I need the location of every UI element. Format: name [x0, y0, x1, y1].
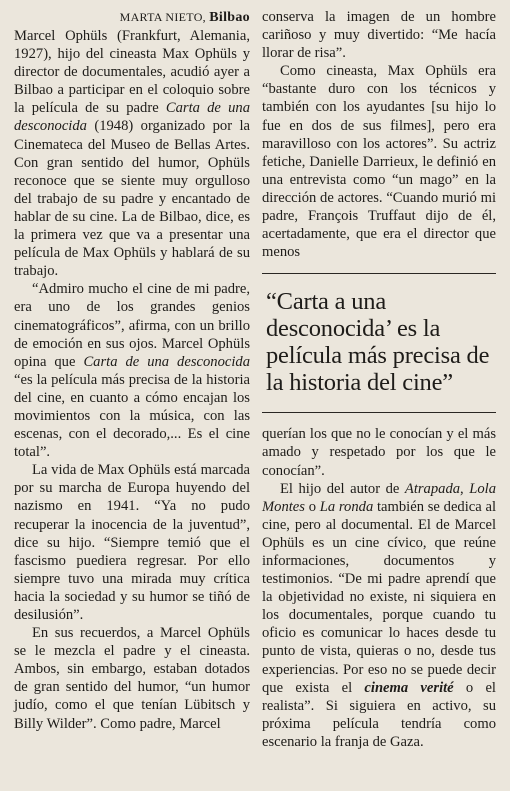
paragraph-exile: La vida de Max Ophüls está marcada por su marcha de Europa huyendo del nazismo en 1941. “Ya no pudo recuperar la inocencia de la juventud”, dice su hijo. “Siempre temió que el fascismo puediera regresar. Por ello siempre tuvo una mirada muy crítica hacia la sociedad y su humor se tiñó de desilusión”. — [14, 462, 250, 623]
byline-city: Bilbao — [209, 10, 250, 25]
byline — [14, 8, 250, 27]
pull-quote: “Carta a una desconocida’ es la película más precisa de la historia del cine” — [262, 273, 496, 413]
film-title: Atrapada — [404, 480, 461, 497]
film-title: Carta de una desconocida — [83, 353, 251, 370]
paragraph-truffaut-end: querían los que no le conocían y el más amado y respetado por los que le conocían”. — [262, 426, 496, 479]
paragraph-continuation: conserva la imagen de un hombre cariñoso y muy divertido: “Me hacía llorar de risa”. — [262, 9, 496, 62]
article-column-right — [262, 8, 496, 751]
film-title: La ronda — [319, 498, 374, 515]
film-title: Lola Montes — [262, 480, 496, 515]
article-column-left — [14, 8, 250, 733]
paragraph-filmmaker: Como cineasta, Max Ophüls era “bastante duro con los técnicos y también con los ayudantes [su hijo lo fue en dos de sus filmes], pero era maravilloso con los actores”. Su actriz fetiche, Danielle Darrieux, le definió en una entrevista como “un mago” en la dirección de actores. “Cuando murió mi padre, François Truffaut dijo de él, acertadamente, que era el director que menos — [262, 63, 496, 261]
paragraph-documentary: El hijo del autor de Atrapada, Lola Montes o La ronda también se dedica al cine, pero al documental. El de Marcel Ophüls es un cine cívico, que reúne informaciones, documentos y testimonios. “De mi padre aprendí que la objetividad no existe, ni siquiera en los documentales, porque cuando tu oficio es comunicar lo haces desde tu punto de vista, quieras o no, desde tus experiencias. Por eso no se puede decir que exista el cinema verité o el realista”. Si siguiera en activo, su próxima película tendría como escenario la franja de Gaza. — [262, 480, 497, 750]
paragraph-memories: En sus recuerdos, a Marcel Ophüls se le mezcla el padre y el cineasta. Ambos, sin embargo, estaban dotados de gran sentido del humor, “un humor judío, como el que tenían Lübitsch y Billy Wilder”. Como padre, Marcel — [14, 625, 250, 732]
film-title: Carta de una desconocida — [14, 100, 250, 135]
paragraph-quote-admiration: “Admiro mucho el cine de mi padre, era uno de los grandes genios cinematográficos”, afirma, con un brillo de emoción en sus ojos. Marcel Ophüls opina que Carta de una desconocida “es la película más precisa de la historia del cine, en cuanto a cómo encajan los movimientos con la música, con las escenas, con el decorado,... Es el cine total”. — [14, 281, 251, 461]
cinema-verite-term: cinema verité — [364, 679, 454, 696]
paragraph-intro: Marcel Ophüls (Frankfurt, Alemania, 1927), hijo del cineasta Max Ophüls y director de documentales, acudió ayer a Bilbao a participar en el coloquio sobre la película de su padre Carta de una desconocida (1948) organizado por la Cinemateca del Museo de Bellas Artes. Con gran sentido del humor, Ophüls reconoce que se siente muy orgulloso del trabajo de su padre y encantado de hablar de su cine. La de Bilbao, dice, es la primera vez que va a presentar una película de Max Ophüls y hablará de su trabajo. — [14, 28, 250, 280]
byline-author: MARTA NIETO, — [119, 10, 210, 24]
